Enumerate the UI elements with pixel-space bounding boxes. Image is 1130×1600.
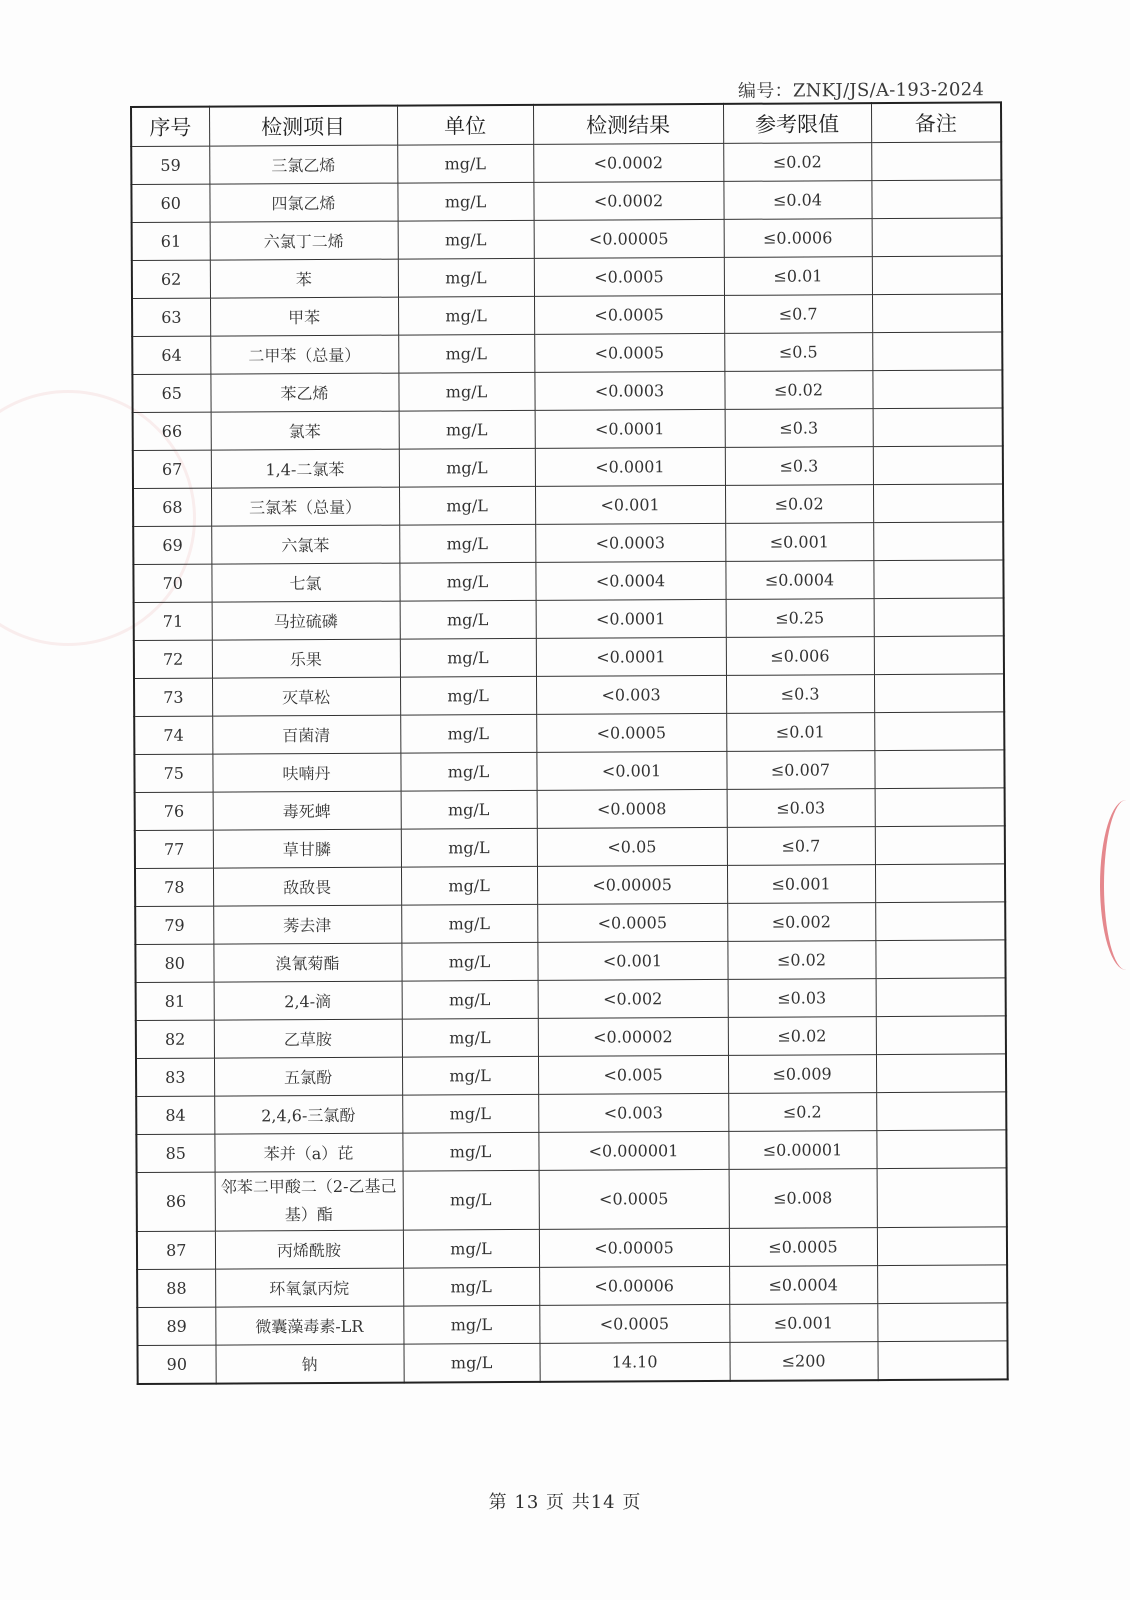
cell-limit: ≤0.02 — [728, 1017, 876, 1056]
cell-item: 六氯丁二烯 — [210, 221, 398, 260]
table-row — [132, 218, 1002, 261]
table-body — [131, 142, 1007, 1384]
cell-item: 乙草胺 — [214, 1019, 402, 1058]
cell-limit: ≤0.009 — [728, 1055, 876, 1094]
cell-note — [877, 1227, 1007, 1266]
cell-no: 83 — [136, 1058, 214, 1096]
cell-note — [872, 370, 1002, 409]
cell-result: <0.00005 — [537, 865, 727, 904]
cell-no: 85 — [136, 1134, 214, 1172]
cell-result: <0.00006 — [539, 1266, 729, 1305]
cell-result: <0.0005 — [536, 713, 726, 752]
table-row — [133, 484, 1003, 527]
cell-unit: mg/L — [399, 486, 535, 525]
cell-limit: ≤0.03 — [728, 979, 876, 1018]
cell-limit: ≤0.7 — [727, 827, 875, 866]
cell-result: <0.005 — [538, 1055, 728, 1094]
cell-result: <0.0001 — [535, 447, 725, 486]
cell-note — [872, 294, 1002, 333]
cell-no: 80 — [135, 944, 213, 982]
results-table-container — [130, 101, 1007, 1385]
cell-no: 82 — [136, 1020, 214, 1058]
cell-no: 61 — [132, 222, 210, 260]
cell-item: 马拉硫磷 — [212, 601, 400, 640]
cell-no: 67 — [133, 450, 211, 488]
cell-no: 74 — [134, 716, 212, 754]
table-row — [136, 1016, 1006, 1059]
cell-limit: ≤0.0006 — [724, 219, 872, 258]
cell-unit: mg/L — [400, 600, 536, 639]
cell-result: <0.0001 — [536, 599, 726, 638]
cell-limit: ≤0.02 — [723, 143, 871, 182]
cell-note — [875, 940, 1005, 979]
cell-result: <0.0005 — [539, 1169, 729, 1229]
table-row — [133, 446, 1003, 489]
cell-unit: mg/L — [402, 1056, 538, 1095]
cell-item: 百菌清 — [212, 715, 400, 754]
table-row — [135, 788, 1005, 831]
table-row — [131, 142, 1001, 185]
cell-note — [876, 1016, 1006, 1055]
table-row — [137, 1303, 1007, 1346]
cell-note — [873, 408, 1003, 447]
column-header-unit: 单位 — [397, 105, 533, 145]
cell-no: 78 — [135, 868, 213, 906]
cell-result: <0.0002 — [533, 143, 723, 182]
cell-item: 乐果 — [212, 639, 400, 678]
cell-unit: mg/L — [403, 1343, 539, 1382]
cell-unit: mg/L — [398, 258, 534, 297]
cell-no: 89 — [137, 1307, 215, 1345]
cell-unit: mg/L — [399, 448, 535, 487]
cell-note — [875, 826, 1005, 865]
cell-no: 86 — [137, 1172, 215, 1231]
cell-note — [877, 1341, 1007, 1380]
cell-note — [874, 598, 1004, 637]
cell-unit: mg/L — [403, 1267, 539, 1306]
cell-no: 87 — [137, 1231, 215, 1269]
column-header-item: 检测项目 — [209, 106, 397, 146]
cell-unit: mg/L — [401, 790, 537, 829]
cell-limit: ≤0.001 — [729, 1304, 877, 1343]
cell-no: 76 — [135, 792, 213, 830]
cell-note — [877, 1265, 1007, 1304]
cell-limit: ≤0.0004 — [729, 1266, 877, 1305]
cell-limit: ≤0.02 — [725, 485, 873, 524]
cell-no: 70 — [133, 564, 211, 602]
cell-note — [876, 1054, 1006, 1093]
table-row — [134, 712, 1004, 755]
cell-item: 1,4-二氯苯 — [211, 449, 399, 488]
cell-note — [873, 560, 1003, 599]
cell-note — [871, 142, 1001, 181]
cell-result: <0.0008 — [537, 789, 727, 828]
table-row — [133, 560, 1003, 603]
cell-limit: ≤0.03 — [727, 789, 875, 828]
cell-limit: ≤0.2 — [728, 1093, 876, 1132]
cell-no: 79 — [135, 906, 213, 944]
cell-item: 三氯苯（总量） — [211, 487, 399, 526]
cell-item: 敌敌畏 — [213, 867, 401, 906]
cell-item: 丙烯酰胺 — [215, 1230, 403, 1269]
cell-no: 72 — [134, 640, 212, 678]
table-row — [137, 1168, 1007, 1232]
cell-no: 66 — [133, 412, 211, 450]
cell-result: <0.001 — [535, 485, 725, 524]
cell-unit: mg/L — [398, 220, 534, 259]
cell-result: <0.0004 — [535, 561, 725, 600]
page-number: 第 13 页 共14 页 — [488, 1492, 642, 1513]
cell-limit: ≤200 — [729, 1342, 877, 1381]
cell-item: 四氯乙烯 — [209, 183, 397, 222]
cell-limit: ≤0.5 — [724, 333, 872, 372]
table-row — [136, 1130, 1006, 1173]
cell-item: 莠去津 — [213, 905, 401, 944]
cell-unit: mg/L — [402, 1094, 538, 1133]
cell-result: <0.0005 — [539, 1304, 729, 1343]
cell-limit: ≤0.002 — [727, 903, 875, 942]
cell-unit: mg/L — [402, 980, 538, 1019]
cell-limit: ≤0.3 — [725, 409, 873, 448]
cell-note — [876, 1130, 1006, 1169]
cell-no: 65 — [132, 374, 210, 412]
cell-limit: ≤0.01 — [726, 713, 874, 752]
red-seal-stamp — [1100, 800, 1130, 970]
cell-result: <0.0005 — [534, 333, 724, 372]
cell-item: 七氯 — [211, 563, 399, 602]
cell-item: 环氧氯丙烷 — [215, 1268, 403, 1307]
cell-item: 呋喃丹 — [212, 753, 400, 792]
cell-item: 苯乙烯 — [210, 373, 398, 412]
cell-unit: mg/L — [398, 372, 534, 411]
cell-unit: mg/L — [400, 676, 536, 715]
cell-result: <0.00002 — [538, 1017, 728, 1056]
table-row — [135, 864, 1005, 907]
cell-item: 邻苯二甲酸二（2-乙基己基）酯 — [215, 1171, 403, 1231]
table-row — [135, 902, 1005, 945]
cell-note — [872, 332, 1002, 371]
table-row — [134, 674, 1004, 717]
cell-unit: mg/L — [403, 1305, 539, 1344]
cell-result: 14.10 — [539, 1342, 729, 1381]
cell-note — [877, 1303, 1007, 1342]
cell-no: 60 — [131, 184, 209, 222]
cell-limit: ≤0.04 — [723, 181, 871, 220]
cell-unit: mg/L — [402, 1018, 538, 1057]
cell-item: 毒死蜱 — [213, 791, 401, 830]
cell-result: <0.0005 — [534, 295, 724, 334]
cell-result: <0.0005 — [534, 257, 724, 296]
cell-unit: mg/L — [399, 524, 535, 563]
cell-result: <0.001 — [537, 941, 727, 980]
cell-result: <0.00005 — [539, 1228, 729, 1267]
cell-limit: ≤0.007 — [726, 751, 874, 790]
cell-note — [877, 1168, 1007, 1228]
cell-limit: ≤0.02 — [727, 941, 875, 980]
cell-unit: mg/L — [397, 182, 533, 221]
results-table — [130, 101, 1009, 1385]
cell-no: 64 — [132, 336, 210, 374]
table-row — [133, 408, 1003, 451]
cell-item: 微囊藻毒素-LR — [215, 1306, 403, 1345]
column-header-no: 序号 — [131, 107, 209, 147]
cell-note — [874, 636, 1004, 675]
cell-item: 三氯乙烯 — [209, 145, 397, 184]
cell-limit: ≤0.00001 — [728, 1131, 876, 1170]
cell-no: 90 — [137, 1345, 215, 1384]
cell-note — [872, 256, 1002, 295]
cell-no: 81 — [136, 982, 214, 1020]
cell-item: 氯苯 — [211, 411, 399, 450]
cell-no: 71 — [134, 602, 212, 640]
cell-note — [873, 522, 1003, 561]
cell-unit: mg/L — [403, 1170, 539, 1230]
cell-limit: ≤0.001 — [725, 523, 873, 562]
cell-no: 75 — [134, 754, 212, 792]
cell-unit: mg/L — [401, 904, 537, 943]
cell-item: 2,4,6-三氯酚 — [214, 1095, 402, 1134]
table-row — [134, 598, 1004, 641]
column-header-limit: 参考限值 — [723, 103, 871, 143]
cell-note — [871, 180, 1001, 219]
cell-item: 2,4-滴 — [214, 981, 402, 1020]
cell-result: <0.001 — [536, 751, 726, 790]
cell-no: 73 — [134, 678, 212, 716]
cell-no: 88 — [137, 1269, 215, 1307]
cell-item: 五氯酚 — [214, 1057, 402, 1096]
cell-limit: ≤0.7 — [724, 295, 872, 334]
cell-unit: mg/L — [401, 866, 537, 905]
cell-unit: mg/L — [398, 334, 534, 373]
cell-item: 溴氰菊酯 — [213, 943, 401, 982]
table-row — [137, 1341, 1007, 1384]
cell-unit: mg/L — [400, 752, 536, 791]
cell-note — [873, 446, 1003, 485]
cell-no: 63 — [132, 298, 210, 336]
table-row — [134, 750, 1004, 793]
cell-note — [873, 484, 1003, 523]
cell-limit: ≤0.3 — [726, 675, 874, 714]
cell-no: 69 — [133, 526, 211, 564]
cell-limit: ≤0.02 — [724, 371, 872, 410]
cell-result: <0.00005 — [534, 219, 724, 258]
cell-note — [875, 788, 1005, 827]
cell-limit: ≤0.0004 — [725, 561, 873, 600]
cell-note — [875, 902, 1005, 941]
table-row — [134, 636, 1004, 679]
table-row — [136, 978, 1006, 1021]
table-row — [132, 256, 1002, 299]
cell-note — [875, 864, 1005, 903]
cell-unit: mg/L — [400, 714, 536, 753]
cell-result: <0.003 — [536, 675, 726, 714]
cell-result: <0.0001 — [535, 409, 725, 448]
table-row — [137, 1227, 1007, 1270]
table-row — [136, 1092, 1006, 1135]
cell-result: <0.0003 — [535, 523, 725, 562]
table-row — [132, 294, 1002, 337]
cell-result: <0.0005 — [537, 903, 727, 942]
table-row — [135, 940, 1005, 983]
table-row — [132, 370, 1002, 413]
table-row — [137, 1265, 1007, 1308]
cell-note — [874, 674, 1004, 713]
cell-unit: mg/L — [398, 296, 534, 335]
cell-item: 钠 — [215, 1344, 403, 1383]
cell-no: 84 — [136, 1096, 214, 1134]
cell-limit: ≤0.0005 — [729, 1228, 877, 1267]
cell-result: <0.0001 — [536, 637, 726, 676]
cell-limit: ≤0.25 — [726, 599, 874, 638]
cell-unit: mg/L — [399, 562, 535, 601]
cell-unit: mg/L — [400, 638, 536, 677]
cell-unit: mg/L — [401, 942, 537, 981]
cell-note — [872, 218, 1002, 257]
column-header-result: 检测结果 — [533, 104, 723, 144]
table-header-row — [131, 102, 1001, 146]
cell-item: 甲苯 — [210, 297, 398, 336]
cell-result: <0.05 — [537, 827, 727, 866]
cell-item: 苯 — [210, 259, 398, 298]
cell-unit: mg/L — [403, 1229, 539, 1268]
cell-result: <0.0003 — [534, 371, 724, 410]
cell-note — [874, 712, 1004, 751]
table-row — [131, 180, 1001, 223]
cell-note — [876, 978, 1006, 1017]
cell-result: <0.003 — [538, 1093, 728, 1132]
document-number: 编号：ZNKJ/JS/A-193-2024 — [737, 79, 985, 102]
table-row — [132, 332, 1002, 375]
cell-limit: ≤0.001 — [727, 865, 875, 904]
table-row — [136, 1054, 1006, 1097]
cell-limit: ≤0.01 — [724, 257, 872, 296]
cell-item: 灭草松 — [212, 677, 400, 716]
cell-note — [874, 750, 1004, 789]
cell-note — [876, 1092, 1006, 1131]
cell-unit: mg/L — [399, 410, 535, 449]
cell-unit: mg/L — [402, 1132, 538, 1171]
cell-item: 苯并（a）芘 — [214, 1133, 402, 1172]
cell-item: 二甲苯（总量） — [210, 335, 398, 374]
cell-limit: ≤0.3 — [725, 447, 873, 486]
table-row — [135, 826, 1005, 869]
cell-no: 59 — [131, 146, 209, 184]
cell-result: <0.0002 — [533, 181, 723, 220]
cell-limit: ≤0.008 — [729, 1169, 877, 1229]
cell-result: <0.002 — [538, 979, 728, 1018]
cell-result: <0.000001 — [538, 1131, 728, 1170]
cell-item: 草甘膦 — [213, 829, 401, 868]
cell-item: 六氯苯 — [211, 525, 399, 564]
cell-no: 77 — [135, 830, 213, 868]
cell-unit: mg/L — [397, 144, 533, 183]
table-row — [133, 522, 1003, 565]
cell-limit: ≤0.006 — [726, 637, 874, 676]
column-header-note: 备注 — [871, 102, 1001, 142]
cell-no: 68 — [133, 488, 211, 526]
cell-unit: mg/L — [401, 828, 537, 867]
cell-no: 62 — [132, 260, 210, 298]
